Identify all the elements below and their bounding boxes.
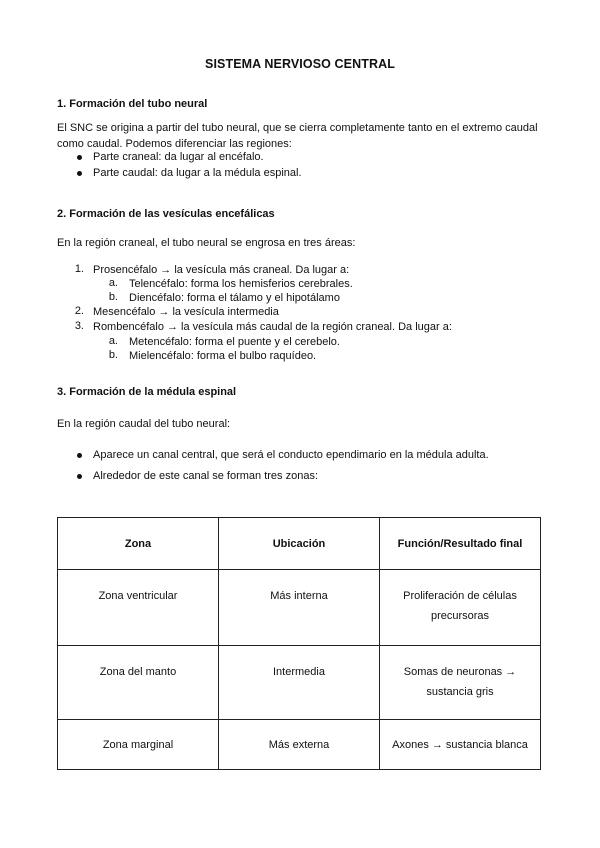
table-cell: Más externa [219,720,380,770]
list-item: Rombencéfalo → la vesícula más caudal de la región craneal. Da lugar a: [93,321,452,333]
table-row [58,570,541,646]
bullet-dot [77,453,82,458]
bullet-dot [77,171,82,176]
cell-line: Somas de neuronas → [403,666,517,678]
list-item: Aparece un canal central, que será el conducto ependimario en la médula adulta. [93,449,489,461]
sub-list-item: Diencéfalo: forma el tálamo y el hipotálamo [129,292,340,304]
table-cell: Zona marginal [58,720,219,770]
table-cell [380,646,541,720]
section-3-intro: En la región caudal del tubo neural: [57,418,231,430]
table-cell: Más interna [219,570,380,646]
document-title: SISTEMA NERVIOSO CENTRAL [205,57,395,71]
sub-list-letter: b. [108,291,118,303]
list-number: 1. [74,263,84,275]
table-cell: Zona del manto [58,646,219,720]
table-row [58,646,541,720]
sub-list-letter: b. [108,349,118,361]
table-header-cell: Zona [58,518,219,570]
sub-list-item: Mielencéfalo: forma el bulbo raquídeo. [129,350,317,362]
section-1-heading: 1. Formación del tubo neural [57,98,208,110]
list-item: Parte caudal: da lugar a la médula espinal. [93,167,302,179]
table-cell [380,570,541,646]
table-cell: Intermedia [219,646,380,720]
sub-list-item: Metencéfalo: forma el puente y el cerebelo. [129,336,340,348]
paragraph-line: como caudal. Podemos diferenciar las regiones: [57,138,292,150]
zones-table [57,517,541,770]
cell-line: sustancia gris [426,686,494,698]
sub-list-letter: a. [108,277,118,289]
table-header-row [58,518,541,570]
bullet-dot [77,474,82,479]
table-row [58,720,541,770]
cell-line: precursoras [430,610,490,622]
bullet-dot [77,155,82,160]
list-item: Prosencéfalo → la vesícula más craneal. Da lugar a: [93,264,350,276]
paragraph-line: El SNC se origina a partir del tubo neural, que se cierra completamente tanto en el extremo caudal [57,122,538,134]
list-number: 2. [74,305,84,317]
table-cell: Axones → sustancia blanca [380,720,541,770]
section-1-paragraph [57,120,547,152]
list-item: Mesencéfalo → la vesícula intermedia [93,306,279,318]
sub-list-item: Telencéfalo: forma los hemisferios cerebrales. [129,278,353,290]
list-item: Alrededor de este canal se forman tres zonas: [93,470,319,482]
cell-line: Proliferación de células [403,590,517,602]
section-2-heading: 2. Formación de las vesículas encefálicas [57,208,275,220]
table-cell: Zona ventricular [58,570,219,646]
list-number: 3. [74,320,84,332]
section-3-heading: 3. Formación de la médula espinal [57,386,237,398]
sub-list-letter: a. [108,335,118,347]
section-2-intro: En la región craneal, el tubo neural se engrosa en tres áreas: [57,237,356,249]
table-header-cell: Ubicación [219,518,380,570]
table-header-cell: Función/Resultado final [380,518,541,570]
list-item: Parte craneal: da lugar al encéfalo. [93,151,264,163]
